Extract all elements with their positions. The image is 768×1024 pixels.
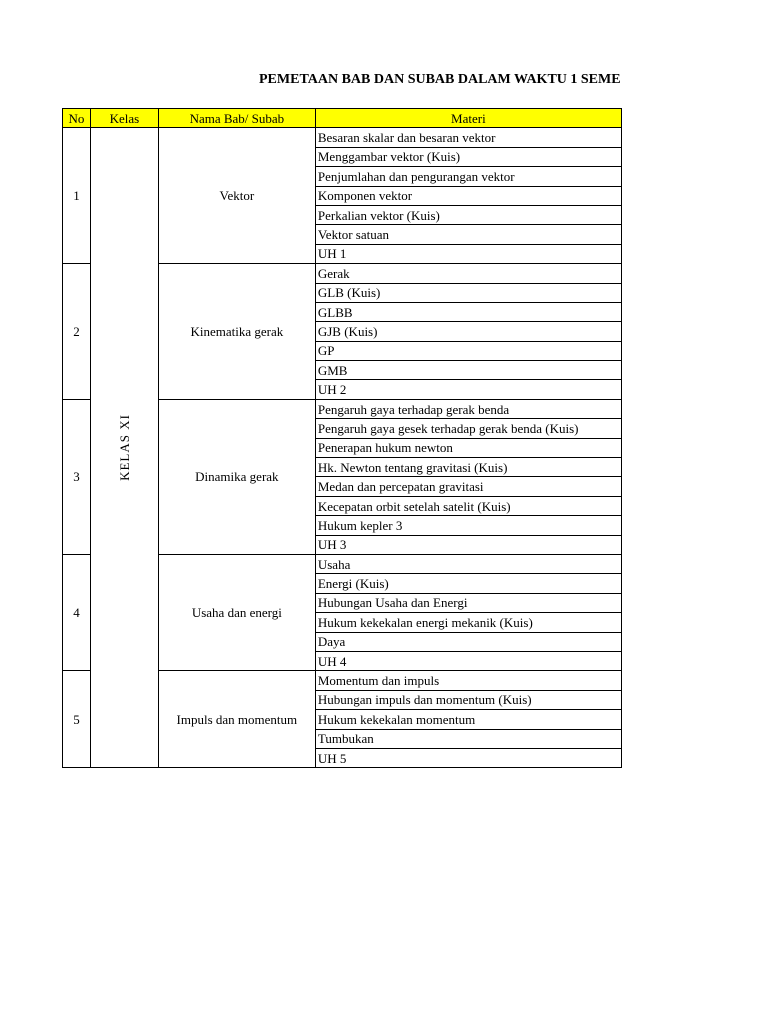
materi-item: GJB (Kuis)	[315, 322, 621, 341]
materi-item: Gerak	[315, 264, 621, 283]
chapter-name: Usaha dan energi	[158, 554, 315, 670]
header-kelas: Kelas	[91, 109, 159, 128]
materi-item: Tumbukan	[315, 729, 621, 748]
materi-item: Energi (Kuis)	[315, 574, 621, 593]
materi-item: Hubungan Usaha dan Energi	[315, 593, 621, 612]
header-materi: Materi	[315, 109, 621, 128]
materi-item: Pengaruh gaya terhadap gerak benda	[315, 399, 621, 418]
materi-item: Usaha	[315, 554, 621, 573]
materi-item: UH 3	[315, 535, 621, 554]
materi-item: Menggambar vektor (Kuis)	[315, 147, 621, 166]
chapter-number: 1	[63, 128, 91, 264]
materi-item: Hubungan impuls dan momentum (Kuis)	[315, 690, 621, 709]
page-title: PEMETAAN BAB DAN SUBAB DALAM WAKTU 1 SEME	[259, 72, 621, 87]
materi-item: Penerapan hukum newton	[315, 438, 621, 457]
materi-item: GMB	[315, 361, 621, 380]
header-bab: Nama Bab/ Subab	[158, 109, 315, 128]
chapter-name: Impuls dan momentum	[158, 671, 315, 768]
chapter-number: 5	[63, 671, 91, 768]
chapter-number: 4	[63, 554, 91, 670]
materi-item: Vektor satuan	[315, 225, 621, 244]
table-body	[63, 128, 622, 768]
chapter-number: 2	[63, 264, 91, 400]
materi-item: Momentum dan impuls	[315, 671, 621, 690]
materi-item: UH 5	[315, 748, 621, 767]
syllabus-table	[62, 108, 622, 768]
materi-item: Hukum kekekalan momentum	[315, 710, 621, 729]
materi-item: Hk. Newton tentang gravitasi (Kuis)	[315, 458, 621, 477]
materi-item: Kecepatan orbit setelah satelit (Kuis)	[315, 496, 621, 515]
header-no: No	[63, 109, 91, 128]
materi-item: UH 1	[315, 244, 621, 263]
chapter-name: Dinamika gerak	[158, 399, 315, 554]
table-row	[63, 128, 622, 147]
materi-item: UH 2	[315, 380, 621, 399]
materi-item: Medan dan percepatan gravitasi	[315, 477, 621, 496]
chapter-number: 3	[63, 399, 91, 554]
materi-item: Daya	[315, 632, 621, 651]
materi-item: Penjumlahan dan pengurangan vektor	[315, 167, 621, 186]
kelas-label: KELAS XI	[116, 414, 132, 482]
materi-item: Hukum kekekalan energi mekanik (Kuis)	[315, 613, 621, 632]
materi-item: GLB (Kuis)	[315, 283, 621, 302]
kelas-cell	[91, 128, 159, 768]
materi-item: Pengaruh gaya gesek terhadap gerak benda (Kuis)	[315, 419, 621, 438]
materi-item: Perkalian vektor (Kuis)	[315, 205, 621, 224]
materi-item: GP	[315, 341, 621, 360]
materi-item: GLBB	[315, 302, 621, 321]
materi-item: Komponen vektor	[315, 186, 621, 205]
materi-item: UH 4	[315, 651, 621, 670]
materi-item: Hukum kepler 3	[315, 516, 621, 535]
header-row	[63, 109, 622, 128]
chapter-name: Vektor	[158, 128, 315, 264]
materi-item: Besaran skalar dan besaran vektor	[315, 128, 621, 147]
chapter-name: Kinematika gerak	[158, 264, 315, 400]
